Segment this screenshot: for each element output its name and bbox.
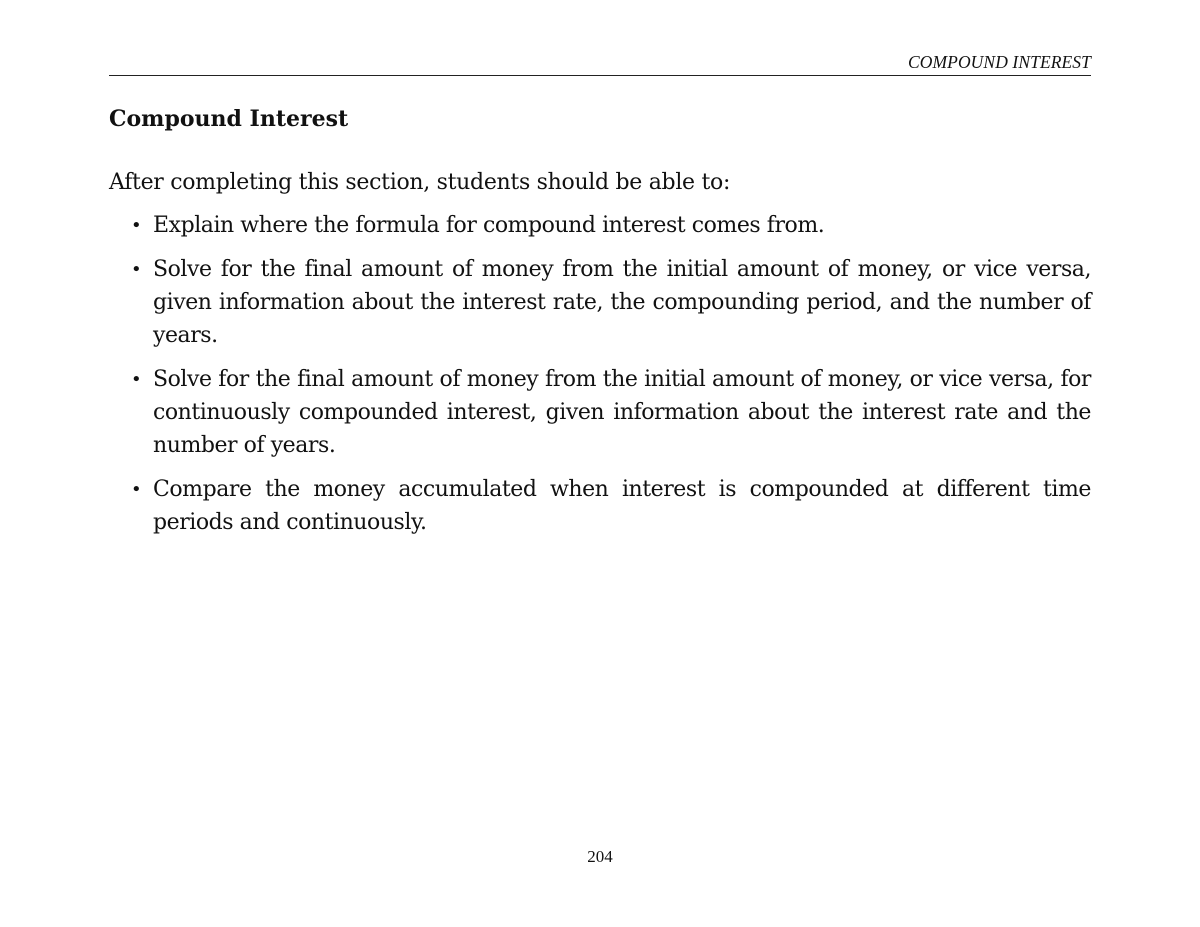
learning-objective-text: Compare the money accumulated when interest is compounded at different time periods and continuously. — [153, 477, 1091, 535]
learning-objective-item — [109, 209, 1091, 242]
learning-objective-text: Solve for the final amount of money from the initial amount of money, or vice versa, for continuously compounded interest, given information about the interest rate and the number of years. — [153, 367, 1091, 458]
learning-objective-text: Solve for the final amount of money from the initial amount of money, or vice versa, given information about the interest rate, the compounding period, and the number of years. — [153, 257, 1091, 348]
bullet-icon: • — [131, 259, 142, 280]
page-number: 204 — [587, 847, 613, 866]
learning-objectives-list — [109, 209, 1091, 550]
bullet-icon: • — [131, 215, 142, 236]
running-header-title: COMPOUND INTEREST — [907, 52, 1091, 72]
learning-objective-item — [109, 253, 1091, 352]
bullet-icon: • — [131, 369, 142, 390]
learning-objective-item — [109, 363, 1091, 462]
learning-objective-item — [109, 473, 1091, 539]
running-header — [109, 51, 1091, 76]
bullet-icon: • — [131, 479, 142, 500]
section-title: Compound Interest — [109, 106, 349, 132]
section-intro: After completing this section, students should be able to: — [109, 170, 731, 195]
learning-objective-text: Explain where the formula for compound interest comes from. — [153, 213, 825, 238]
